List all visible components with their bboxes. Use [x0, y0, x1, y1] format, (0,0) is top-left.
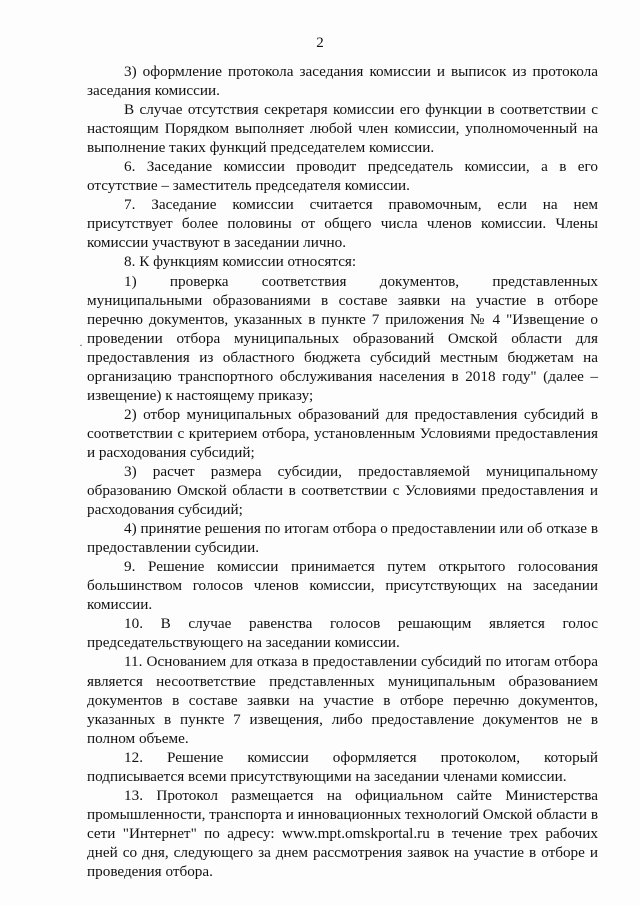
paragraph-12-protocol-signing: 12. Решение комиссии оформляется протоколом, который подписывается всеми присутствующими на заседании членами комиссии. [87, 748, 598, 785]
paragraph-9-voting: 9. Решение комиссии принимается путем открытого голосования большинством голосов членов комиссии, присутствующих на заседании комиссии. [87, 558, 598, 614]
paragraph-7-quorum: 7. Заседание комиссии считается правомочным, если на нем присутствует более половины от общего числа членов комиссии. Члены комиссии участвуют в заседании лично. [87, 196, 598, 252]
paragraph-function-3-calculation: 3) расчет размера субсидии, предоставляемой муниципальному образованию Омской области в соответствии с Условиями предоставления и расходования субсидий; [87, 462, 598, 519]
paragraph-10-tie-vote: 10. В случае равенства голосов решающим является голос председательствующего на заседании комиссии. [87, 615, 598, 652]
scan-mark: · [79, 338, 83, 352]
paragraph-8-functions: 8. К функциям комиссии относятся: [124, 253, 357, 271]
page-number: 2 [316, 35, 324, 51]
paragraph-function-4-decision: 4) принятие решения по итогам отбора о предоставлении или об отказе в предоставлении субсидии. [87, 520, 598, 557]
paragraph-6-chairman: 6. Заседание комиссии проводит председатель комиссии, а в его отсутствие – заместитель председателя комиссии. [87, 158, 598, 195]
paragraph-secretary-absence: В случае отсутствия секретаря комиссии его функции в соответствии с настоящим Порядком выполняет любой член комиссии, уполномоченный на выполнение таких функций председателем комиссии. [87, 101, 598, 157]
paragraph-item-3-protocol: 3) оформление протокола заседания комиссии и выписок из протокола заседания комиссии. [87, 63, 598, 100]
paragraph-13-publication: 13. Протокол размещается на официальном сайте Министерства промышленности, транспорта и инновационных технологий Омской области в сети "Интернет" по адресу: www.mpt.omskportal.ru в течение трех рабочих дней со дня, следующего за днем рассмотрения заявок на участие в отборе и проведения отбора. [87, 786, 598, 880]
document-body [87, 62, 598, 881]
paragraph-function-1-verification: 1) проверка соответствия документов, представленных муниципальными образованиями в составе заявки на участие в отборе перечню документов, указанных в пункте 7 приложения № 4 "Извещение о проведении отбора муниципальных образований Омской области для предоставления из областного бюджета субсидий местным бюджетам на организацию транспортного обслуживания населения в 2018 году" (далее – извещение) к настоящему приказу; [87, 272, 598, 404]
paragraph-function-2-selection: 2) отбор муниципальных образований для предоставления субсидий в соответствии с критерием отбора, установленным Условиями предоставления и расходования субсидий; [87, 405, 598, 461]
paragraph-11-refusal-grounds: 11. Основанием для отказа в предоставлении субсидий по итогам отбора является несоответствие представленных муниципальным образованием документов в составе заявки на участие в отборе перечню документов, указанных в пункте 7 извещения, либо предоставление документов не в полном объеме. [87, 653, 598, 747]
